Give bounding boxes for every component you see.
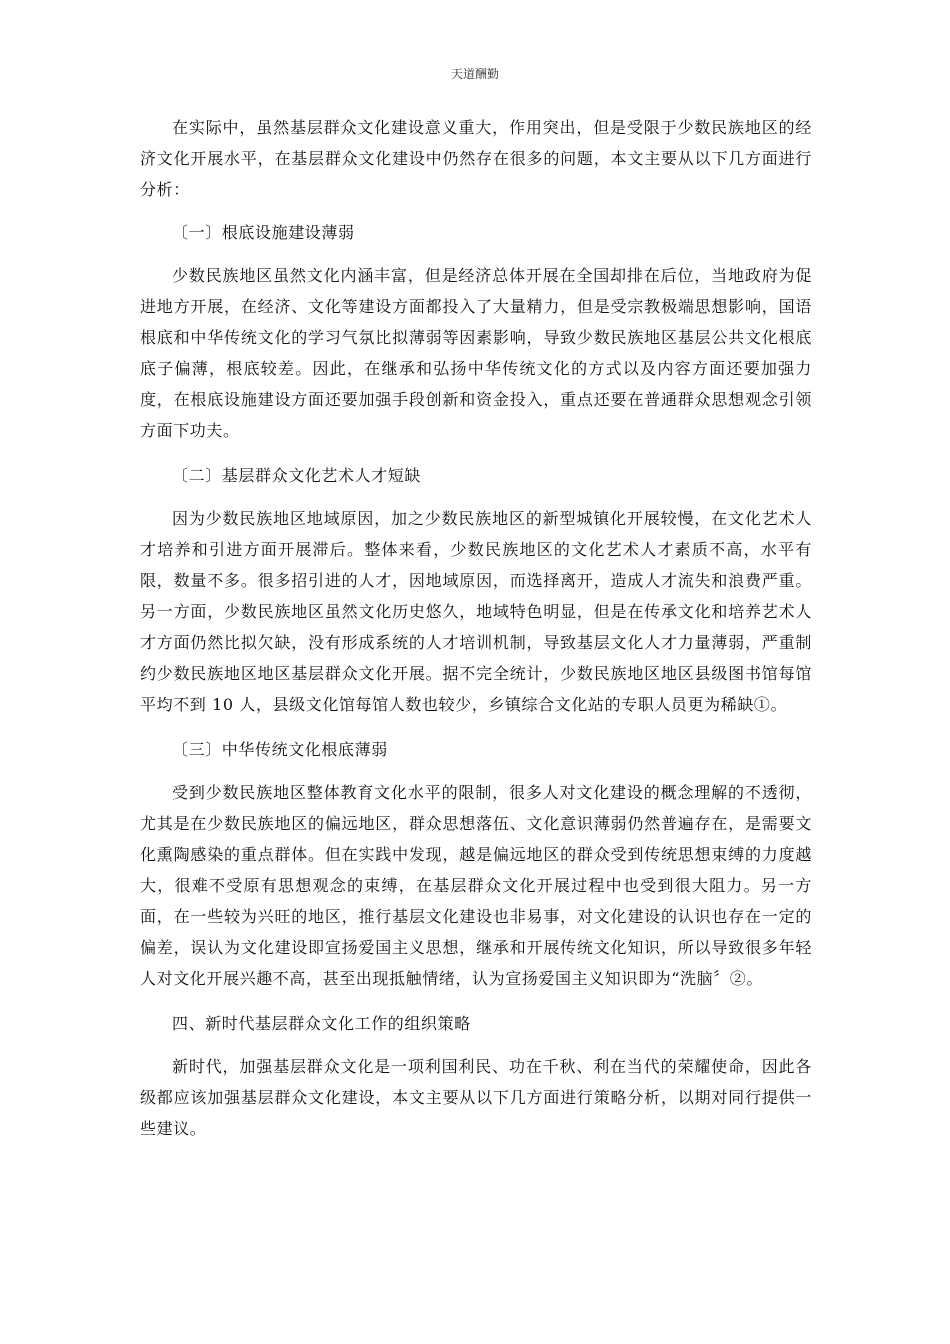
section-paragraph-3: 受到少数民族地区整体教育文化水平的限制，很多人对文化建设的概念理解的不透彻，尤其是在少数民族地区的偏远地区，群众思想落伍、文化意识薄弱仍然普遍存在，是需要文化熏陶感染的重点群体。但在实践中发现，越是偏远地区的群众受到传统思想束缚的力度越大，很难不受原有思想观念的束缚，在基层群众文化开展过程中也受到很大阻力。另一方面，在一些较为兴旺的地区，推行基层文化建设也非易事，对文化建设的认识也存在一定的偏差，误认为文化建设即宣扬爱国主义思想，继承和开展传统文化知识，所以导致很多年轻人对文化开展兴趣不高，甚至出现抵触情绪，认为宣扬爱国主义知识即为“洗脑〞②。	[140, 783, 812, 988]
document-body	[140, 112, 812, 1144]
running-header: 天道酬勤	[450, 67, 499, 81]
section-heading-2: 〔二〕基层群众文化艺术人才短缺	[172, 466, 422, 485]
section-paragraph-2: 因为少数民族地区地域原因，加之少数民族地区的新型城镇化开展较慢，在文化艺术人才培养和引进方面开展滞后。整体来看，少数民族地区的文化艺术人才素质不高，水平有限，数量不多。很多招引进的人才，因地域原因，而选择离开，造成人才流失和浪费严重。另一方面，少数民族地区虽然文化历史悠久，地域特色明显，但是在传承文化和培养艺术人才方面仍然比拟欠缺，没有形成系统的人才培训机制，导致基层文化人才力量薄弱，严重制约少数民族地区地区基层群众文化开展。据不完全统计，少数民族地区地区县级图书馆每馆平均不到 10 人，县级文化馆每馆人数也较少，乡镇综合文化站的专职人员更为稀缺①。	[140, 509, 812, 714]
section-heading-4: 四、新时代基层群众文化工作的组织策略	[172, 1014, 471, 1033]
section-paragraph-4: 新时代，加强基层群众文化是一项利国利民、功在千秋、利在当代的荣耀使命，因此各级都应该加强基层群众文化建设，本文主要从以下几方面进行策略分析，以期对同行提供一些建议。	[140, 1057, 812, 1138]
section-paragraph-1: 少数民族地区虽然文化内涵丰富，但是经济总体开展在全国却排在后位，当地政府为促进地方开展，在经济、文化等建设方面都投入了大量精力，但是受宗教极端思想影响，国语根底和中华传统文化的学习气氛比拟薄弱等因素影响，导致少数民族地区基层公共文化根底底子偏薄，根底较差。因此，在继承和弘扬中华传统文化的方式以及内容方面还要加强力度，在根底设施建设方面还要加强手段创新和资金投入，重点还要在普通群众思想观念引领方面下功夫。	[140, 266, 812, 440]
section-heading-3: 〔三〕中华传统文化根底薄弱	[172, 740, 388, 759]
section-heading-1: 〔一〕根底设施建设薄弱	[172, 223, 355, 242]
intro-paragraph: 在实际中，虽然基层群众文化建设意义重大，作用突出，但是受限于少数民族地区的经济文化开展水平，在基层群众文化建设中仍然存在很多的问题，本文主要从以下几方面进行分析：	[140, 118, 812, 199]
